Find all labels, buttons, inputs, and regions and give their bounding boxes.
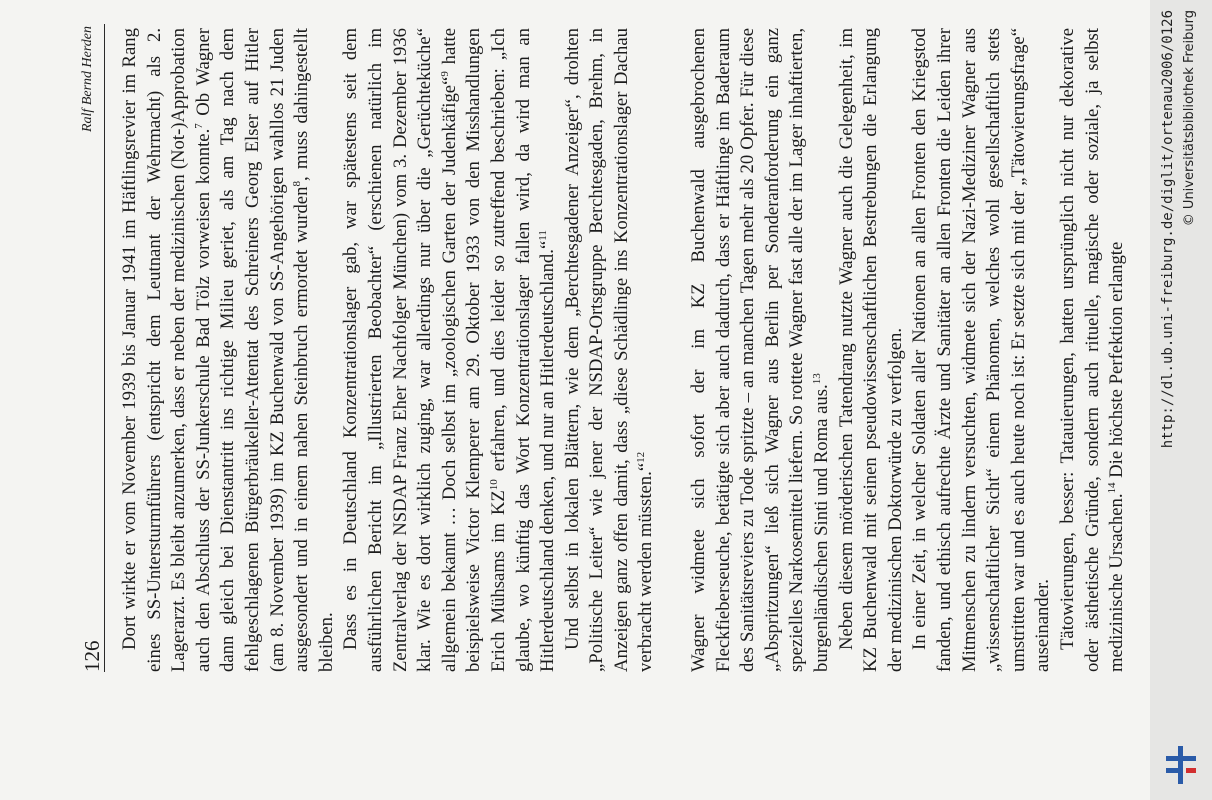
paragraph-text: , muss dahingestellt bleiben. bbox=[291, 28, 337, 672]
paragraph-text: hatte beispielsweise Victor Klemperer am 29. Oktober 1933 von den Misshandlungen Erich Mühsams im KZ bbox=[438, 28, 509, 672]
paragraph-7 bbox=[1056, 28, 1130, 672]
paragraph-text: Tätowierungen, besser: Tatauierungen, hatten ursprünglich nicht nur dekorative oder ästhetische Gründe, sondern auch rituelle, magische oder soziale, ja selbst medizinische Ursachen. bbox=[1056, 28, 1128, 672]
paragraph-3 bbox=[561, 28, 659, 672]
footnote-marker: 12 bbox=[635, 451, 648, 463]
paragraph-2 bbox=[339, 28, 560, 672]
paragraph-text: Wagner widmete sich sofort der im KZ Buchenwald ausgebrochenen Fleckfieberseuche, betätigte sich aber auch dadurch, dass er Häftlinge im Baderaum des Sanitätsreviers zu Tode spritzte – an manchen Tagen mehr als 20 Opfer. Für diese „Abspritzungen“ ließ sich Wagner aus Berlin per Sonderanforderung ein ganz spezielles Narkosemittel liefern. So rottete Wagner fast alle der im Lager inhaftierten, burgenländischen Sinti und Roma aus. bbox=[688, 28, 833, 672]
library-sidebar bbox=[1150, 0, 1212, 800]
paragraph-5 bbox=[835, 28, 909, 672]
paragraph-text: Dass es in Deutschland Konzentrationslager gab, war spätestens seit dem ausführlichen Bericht im „Illustrierten Beobachter“ (erschienen natürlich im Zentralverlag der NSDAP Franz Eher Nachfolger München) vom 3. Dezember 1936 klar. Wie es dort wirklich zuging, war allerdings nur über die „Gerüchteküche“ allgemein bekannt … Doch selbst im „zoologischen Garten der Judenkäfige“ bbox=[340, 28, 460, 672]
rotated-sidebar-content bbox=[1150, 0, 1212, 800]
footnote-marker: 10 bbox=[487, 479, 500, 491]
ub-freiburg-logo-icon bbox=[1158, 742, 1204, 788]
header-rule bbox=[104, 24, 105, 672]
paragraph-text: Ob Wagner dann gleich bei Dienstantritt ins richtige Milieu geriet, als am Tag nach dem fehlgeschlagenen Bürgerbräukeller-Attentat des Schreiners Georg Elser auf Hitler (am 8. November 1939) im KZ Buchenwald von SS-Angehörigen wahllos 21 Juden ausgesondert und in einem nahen Steinbruch ermordet wurden bbox=[192, 28, 313, 672]
footnote-marker: 7 bbox=[192, 123, 205, 129]
footnote-marker: 8 bbox=[290, 181, 303, 187]
paragraph-text: erfahren, und dies leider so zutreffend beschrieben: „Ich glaube, wo künftig das Wort Konzentrationslager fallen wird, da wird man an Hitlerdeutschland denken, und nur an Hitlerdeutschland.“ bbox=[487, 28, 559, 672]
paragraph-6 bbox=[908, 28, 1056, 672]
footnote-marker: 13 bbox=[810, 373, 823, 385]
paragraph-text: Die höchste Perfektion erlangte bbox=[1106, 241, 1128, 483]
paragraph-text: In einer Zeit, in welcher Soldaten aller Nationen an allen Fronten den Kriegstod fanden, und ethisch aufrechte Ärzte und Sanitäter an allen Fronten die Leiden ihrer Mitmenschen zu lindern versuchten, widmete sich der Nazi-Mediziner Wagner aus „wissenschaftlicher Sicht“ einem Phänomen, welches wohl gesellschaftlich stets umstritten war und es auch heute noch ist: Er setzte sich mit der „Tätowierungsfrage“ auseinander. bbox=[909, 28, 1054, 672]
footnote-marker: 11 bbox=[536, 230, 549, 241]
source-url-link[interactable]: http://dl.ub.uni-freiburg.de/diglit/ortenau2006/0126 bbox=[1160, 10, 1176, 449]
copyright-notice: © Universitätsbibliothek Freiburg bbox=[1182, 10, 1197, 227]
footnote-marker: 14 bbox=[1105, 482, 1118, 494]
paragraph-1 bbox=[118, 28, 339, 672]
paragraph-text: Und selbst in lokalen Blättern, wie dem „Berchtesgadener Anzeiger“, drohten „Politische Leiter“ wie jener der NSDAP-Ortsgruppe Berchtesgaden, Brehm, in Anzeigen ganz offen damit, dass „diese Schädlinge ins Konzentrationslager Dachau verbracht werden müssten.“ bbox=[561, 28, 657, 672]
running-head-author: Ralf Bernd Herden bbox=[80, 26, 95, 133]
paragraph-text: Neben diesem mörderischen Tatendrang nutzte Wagner auch die Gelegenheit, im KZ Buchenwald mit seinen pseudowissenschaftlichen Bestrebungen die Erlangung der medizinischen Doktorwürde zu verfolgen. bbox=[835, 28, 906, 672]
paragraph-4 bbox=[687, 28, 835, 672]
body-text bbox=[118, 28, 1130, 672]
page-number: 126 bbox=[80, 640, 104, 672]
paragraph-text: Dort wirkte er vom November 1939 bis Januar 1941 im Häftlingsrevier im Rang eines SS-Untersturmführers (entspricht dem Leutnant der Wehrmacht) als 2. Lagerarzt. Es bleibt anzumerken, dass er neben der medizinischen (Not-)Approbation auch den Abschluss der SS-Junkerschule Bad Tölz vorweisen konnte. bbox=[119, 28, 214, 672]
footnote-marker: 9 bbox=[438, 71, 451, 77]
section-gap bbox=[659, 28, 687, 672]
